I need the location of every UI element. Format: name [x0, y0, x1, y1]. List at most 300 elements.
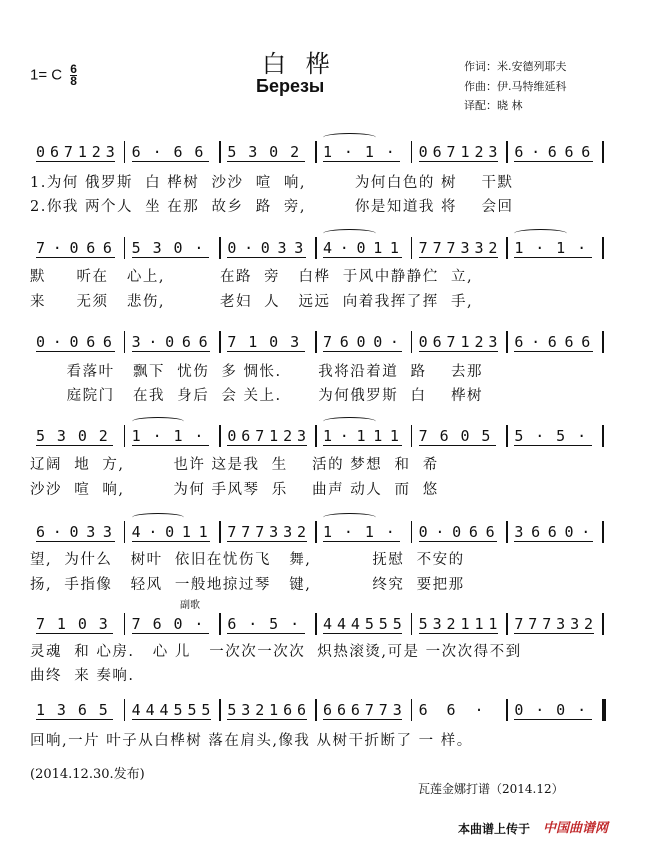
note: 5: [131, 239, 141, 257]
bar-line: [124, 331, 126, 353]
note: 6: [514, 143, 524, 161]
note: 0: [227, 239, 237, 257]
notation-row: [26, 141, 610, 165]
song-subtitle: Березы: [256, 76, 325, 96]
bar-line: [602, 425, 604, 447]
beam-line: [227, 161, 304, 162]
note: 6: [36, 523, 46, 541]
notation-row: [26, 613, 610, 637]
note: ·: [531, 143, 541, 161]
beam-line: [36, 257, 115, 258]
bar-line: [411, 425, 413, 447]
bar-line: [315, 331, 317, 353]
note: 6: [485, 523, 495, 541]
beam-line: [132, 541, 211, 542]
beam-line: [419, 633, 498, 634]
lyric-line: 灵魂 和 心房. 心 儿 一次次一次次 炽热滚烫,可是 一次次得不到: [30, 644, 522, 660]
note: 3: [460, 239, 470, 257]
note: 1: [198, 523, 208, 541]
note: 1: [36, 701, 46, 719]
note: 1: [131, 427, 141, 445]
note: 1: [173, 427, 183, 445]
note: ·: [194, 239, 204, 257]
bar-line: [219, 331, 221, 353]
note: 1: [488, 615, 498, 633]
bar-line: [219, 613, 221, 635]
note: 2: [91, 143, 101, 161]
note: 4: [336, 615, 346, 633]
note: 6: [49, 143, 59, 161]
note: 1: [269, 427, 279, 445]
note: 2: [584, 615, 594, 633]
note: 6: [194, 143, 204, 161]
note: 2: [488, 239, 498, 257]
notation-row: [26, 237, 610, 261]
note: 3: [488, 143, 498, 161]
beam-line: [323, 445, 402, 446]
note: 0: [165, 523, 175, 541]
slur: [323, 229, 376, 238]
note: 6: [131, 143, 141, 161]
note: 7: [378, 701, 388, 719]
lyricist-credit: 作词：米.安德列耶夫: [464, 60, 567, 73]
beam-line: [227, 633, 304, 634]
note: 6: [86, 333, 96, 351]
beam-line: [36, 541, 115, 542]
slur: [132, 417, 185, 426]
note: 1: [56, 615, 66, 633]
note: 7: [131, 615, 141, 633]
bar-line: [506, 141, 508, 163]
bar-line: [315, 699, 317, 721]
note: 0: [356, 333, 366, 351]
note: 7: [36, 239, 46, 257]
note: 0: [418, 523, 428, 541]
lyric-line: 庭院门 在我 身后 会 关上. 为何俄罗斯 白 桦树: [30, 388, 483, 404]
note: 1: [556, 239, 566, 257]
note: 6: [432, 143, 442, 161]
bar-line: [411, 331, 413, 353]
note: 6: [323, 701, 333, 719]
beam-line: [514, 541, 593, 542]
note: ·: [535, 239, 545, 257]
note: 1: [460, 333, 470, 351]
note: 7: [241, 523, 251, 541]
note: 4: [350, 615, 360, 633]
note: 6: [564, 143, 574, 161]
beam-line: [514, 161, 593, 162]
note: 0: [173, 615, 183, 633]
note: 3: [56, 701, 66, 719]
note: 3: [269, 523, 279, 541]
note: 3: [392, 701, 402, 719]
note: 1: [77, 143, 87, 161]
lyric-line: 扬, 手指像 轻风 一般地掠过琴 键, 终究 要把那: [30, 577, 465, 593]
note: ·: [577, 239, 587, 257]
note: ·: [152, 427, 162, 445]
note: 1: [460, 615, 470, 633]
bar-line: [219, 141, 221, 163]
beam-line: [132, 161, 209, 162]
note: 1: [181, 523, 191, 541]
note: ·: [577, 701, 587, 719]
note: 6: [547, 523, 557, 541]
note: 1: [323, 143, 333, 161]
bar-line: [219, 425, 221, 447]
note: 7: [63, 143, 73, 161]
note: 3: [86, 523, 96, 541]
note: 3: [570, 615, 580, 633]
note: 1: [389, 239, 399, 257]
note: 0: [356, 239, 366, 257]
lyric-line: 曲终 来 奏响.: [30, 668, 135, 684]
note: 3: [294, 239, 304, 257]
note: 2: [474, 333, 484, 351]
lyric-line: 默 听在 心上, 在路 旁 白桦 于风中静静伫 立,: [30, 269, 474, 285]
note: ·: [535, 701, 545, 719]
bar-line: [411, 141, 413, 163]
note: 0: [564, 523, 574, 541]
note: 5: [187, 701, 197, 719]
note: 0: [36, 143, 46, 161]
note: ·: [339, 427, 349, 445]
note: 7: [255, 523, 265, 541]
composer-credit: 作曲：伊.马特维延科: [464, 80, 567, 93]
beam-line: [227, 351, 304, 352]
note: 5: [227, 701, 237, 719]
note: 6: [283, 701, 293, 719]
note: ·: [385, 523, 395, 541]
beam-line: [419, 541, 498, 542]
note: 5: [378, 615, 388, 633]
site-logo: 中国曲谱网: [543, 821, 609, 836]
note: 5: [364, 615, 374, 633]
note: 7: [514, 615, 524, 633]
note: 6: [181, 333, 191, 351]
note: 3: [297, 427, 307, 445]
note: 0: [418, 333, 428, 351]
beam-line: [514, 257, 591, 258]
note: 1: [373, 427, 383, 445]
typist-credit: 瓦莲金娜打谱（2014.12）: [418, 782, 564, 796]
bar-line: [602, 237, 604, 259]
time-sig-bottom: 8: [70, 74, 77, 88]
note: 4: [159, 701, 169, 719]
note: 6: [439, 427, 449, 445]
note: ·: [152, 143, 162, 161]
beam-line: [227, 257, 306, 258]
beam-line: [132, 351, 211, 352]
lyric-line: 2.你我 两个人 坐 在那 故乡 路 旁, 你是知道我 将 会回: [30, 199, 514, 215]
bar-line: [315, 141, 317, 163]
note: 7: [418, 427, 428, 445]
note: 5: [514, 427, 524, 445]
note: ·: [290, 615, 300, 633]
beam-line: [36, 161, 115, 162]
beam-line: [36, 633, 113, 634]
note: 0: [373, 333, 383, 351]
note: 4: [131, 523, 141, 541]
note: ·: [577, 427, 587, 445]
bar-line: [411, 613, 413, 635]
bar-line: [411, 699, 413, 721]
note: ·: [248, 615, 258, 633]
note: 5: [36, 427, 46, 445]
bar-line: [506, 699, 508, 721]
note: 0: [69, 239, 79, 257]
beam-line: [323, 633, 402, 634]
beam-line: [36, 351, 115, 352]
note: 6: [468, 523, 478, 541]
note: 7: [364, 701, 374, 719]
bar-line: [602, 331, 604, 353]
note: 6: [339, 333, 349, 351]
note: 1: [248, 333, 258, 351]
beam-line: [323, 719, 402, 720]
bar-line: [506, 331, 508, 353]
note: 7: [255, 427, 265, 445]
notation-row: [26, 521, 610, 545]
note: 6: [77, 701, 87, 719]
note: 6: [227, 615, 237, 633]
note: 3: [474, 239, 484, 257]
beam-line: [514, 719, 591, 720]
note: 0: [69, 523, 79, 541]
note: 2: [255, 701, 265, 719]
note: 0: [269, 333, 279, 351]
bar-line: [315, 521, 317, 543]
note: 7: [528, 615, 538, 633]
lyric-line: 1.为何 俄罗斯 白 桦树 沙沙 喧 响, 为何白色的 树 干默: [30, 175, 514, 191]
note: ·: [435, 523, 445, 541]
lyric-line: 沙沙 喧 响, 为何 手风琴 乐 曲声 动人 而 悠: [30, 482, 439, 498]
slur: [323, 417, 376, 426]
beam-line: [323, 257, 402, 258]
note: 0: [69, 333, 79, 351]
lyric-line: 回响,一片 叶子从白桦树 落在肩头,像我 从树干折断了 一 样。: [30, 733, 473, 749]
note: 1: [323, 427, 333, 445]
note: ·: [535, 427, 545, 445]
note: 3: [556, 615, 566, 633]
bar-line: [124, 613, 126, 635]
note: 1: [356, 427, 366, 445]
bar-line: [602, 521, 604, 543]
note: ·: [194, 427, 204, 445]
notation-row: [26, 425, 610, 449]
note: 0: [269, 143, 279, 161]
beam-line: [36, 719, 113, 720]
bar-line: [315, 237, 317, 259]
bar-line: [506, 237, 508, 259]
note: 5: [269, 615, 279, 633]
beam-line: [323, 541, 400, 542]
bar-line: [219, 521, 221, 543]
note: 6: [198, 333, 208, 351]
beam-line: [419, 161, 498, 162]
note: 5: [173, 701, 183, 719]
note: 0: [452, 523, 462, 541]
note: 3: [432, 615, 442, 633]
slur: [132, 513, 185, 522]
note: 7: [446, 333, 456, 351]
note: 0: [514, 701, 524, 719]
key-signature: [30, 64, 77, 87]
note: ·: [343, 523, 353, 541]
bar-line: [315, 613, 317, 635]
note: 6: [336, 701, 346, 719]
bar-line: [219, 699, 221, 721]
note: 6: [86, 239, 96, 257]
beam-line: [132, 445, 209, 446]
note: 4: [323, 239, 333, 257]
bar-line: [124, 699, 126, 721]
note: 6: [547, 333, 557, 351]
note: 6: [102, 239, 112, 257]
note: ·: [339, 239, 349, 257]
note: 7: [542, 615, 552, 633]
lyric-line: 来 无须 悲伤, 老妇 人 远远 向着我挥了挥 手,: [30, 294, 474, 310]
beam-line: [36, 445, 113, 446]
note: 7: [36, 615, 46, 633]
beam-line: [419, 257, 498, 258]
note: 0: [77, 615, 87, 633]
beam-line: [514, 351, 593, 352]
beam-line: [419, 351, 498, 352]
note: 3: [98, 615, 108, 633]
note: ·: [52, 239, 62, 257]
note: 5: [392, 615, 402, 633]
note: 3: [102, 523, 112, 541]
note: 4: [131, 701, 141, 719]
bar-line: [411, 237, 413, 259]
note: ·: [474, 701, 484, 719]
note: ·: [389, 333, 399, 351]
song-title: 白 桦: [262, 50, 336, 78]
note: 0: [460, 427, 470, 445]
upload-note: 本曲谱上传于: [458, 822, 531, 836]
note: ·: [244, 239, 254, 257]
bar-line: [506, 613, 508, 635]
beam-line: [419, 445, 496, 446]
note: 0: [556, 701, 566, 719]
note: ·: [52, 523, 62, 541]
note: 3: [241, 701, 251, 719]
time-signature: [70, 64, 77, 87]
note: 3: [283, 523, 293, 541]
note: 3: [488, 333, 498, 351]
note: 4: [323, 615, 333, 633]
beam-line: [514, 445, 591, 446]
chorus-label: 副歌: [180, 600, 200, 611]
bar-line: [124, 141, 126, 163]
note: 6: [297, 701, 307, 719]
note: 2: [474, 143, 484, 161]
note: 1: [460, 143, 470, 161]
note: 6: [173, 143, 183, 161]
note: 5: [556, 427, 566, 445]
note: 7: [446, 239, 456, 257]
note: 2: [98, 427, 108, 445]
note: 1: [364, 523, 374, 541]
beam-line: [227, 445, 306, 446]
slur: [323, 133, 376, 142]
time-sig-top: 6: [70, 62, 77, 76]
note: 6: [547, 143, 557, 161]
note: 7: [227, 333, 237, 351]
note: 2: [297, 523, 307, 541]
note: 1: [514, 239, 524, 257]
note: ·: [148, 523, 158, 541]
note: 0: [165, 333, 175, 351]
translator-credit: 译配：晓 林: [464, 99, 523, 112]
note: 3: [248, 143, 258, 161]
note: 0: [77, 427, 87, 445]
note: 6: [350, 701, 360, 719]
note: 5: [227, 143, 237, 161]
note: 1: [389, 427, 399, 445]
bar-line: [506, 521, 508, 543]
note: 4: [145, 701, 155, 719]
notation-row: [26, 331, 610, 355]
note: 1: [323, 523, 333, 541]
beam-line: [323, 161, 400, 162]
final-bar-line: [602, 699, 606, 721]
beam-line: [132, 633, 209, 634]
bar-line: [315, 425, 317, 447]
note: ·: [581, 523, 591, 541]
note: 6: [581, 143, 591, 161]
note: ·: [52, 333, 62, 351]
note: 5: [418, 615, 428, 633]
note: 3: [131, 333, 141, 351]
note: 5: [481, 427, 491, 445]
beam-line: [514, 633, 593, 634]
note: ·: [148, 333, 158, 351]
note: 2: [290, 143, 300, 161]
note: 6: [446, 701, 456, 719]
lyric-line: 辽阔 地 方, 也许 这是我 生 活的 梦想 和 希: [30, 457, 439, 473]
note: 3: [277, 239, 287, 257]
bar-line: [602, 613, 604, 635]
note: 3: [290, 333, 300, 351]
note: 6: [418, 701, 428, 719]
note: ·: [385, 143, 395, 161]
bar-line: [411, 521, 413, 543]
note: 3: [56, 427, 66, 445]
publish-date: (2014.12.30.发布): [30, 767, 145, 782]
note: 6: [241, 427, 251, 445]
note: 1: [474, 615, 484, 633]
note: ·: [194, 615, 204, 633]
note: 6: [581, 333, 591, 351]
note: 1: [269, 701, 279, 719]
note: ·: [531, 333, 541, 351]
bar-line: [124, 237, 126, 259]
note: 3: [152, 239, 162, 257]
bar-line: [506, 425, 508, 447]
bar-line: [124, 425, 126, 447]
notation-row: [26, 699, 610, 723]
note: 0: [227, 427, 237, 445]
note: 6: [102, 333, 112, 351]
note: 7: [446, 143, 456, 161]
beam-line: [132, 719, 211, 720]
note: 6: [564, 333, 574, 351]
note: 0: [260, 239, 270, 257]
note: 1: [364, 143, 374, 161]
lyric-line: 望, 为什么 树叶 依旧在忧伤飞 舞, 抚慰 不安的: [30, 552, 465, 568]
note: 1: [373, 239, 383, 257]
